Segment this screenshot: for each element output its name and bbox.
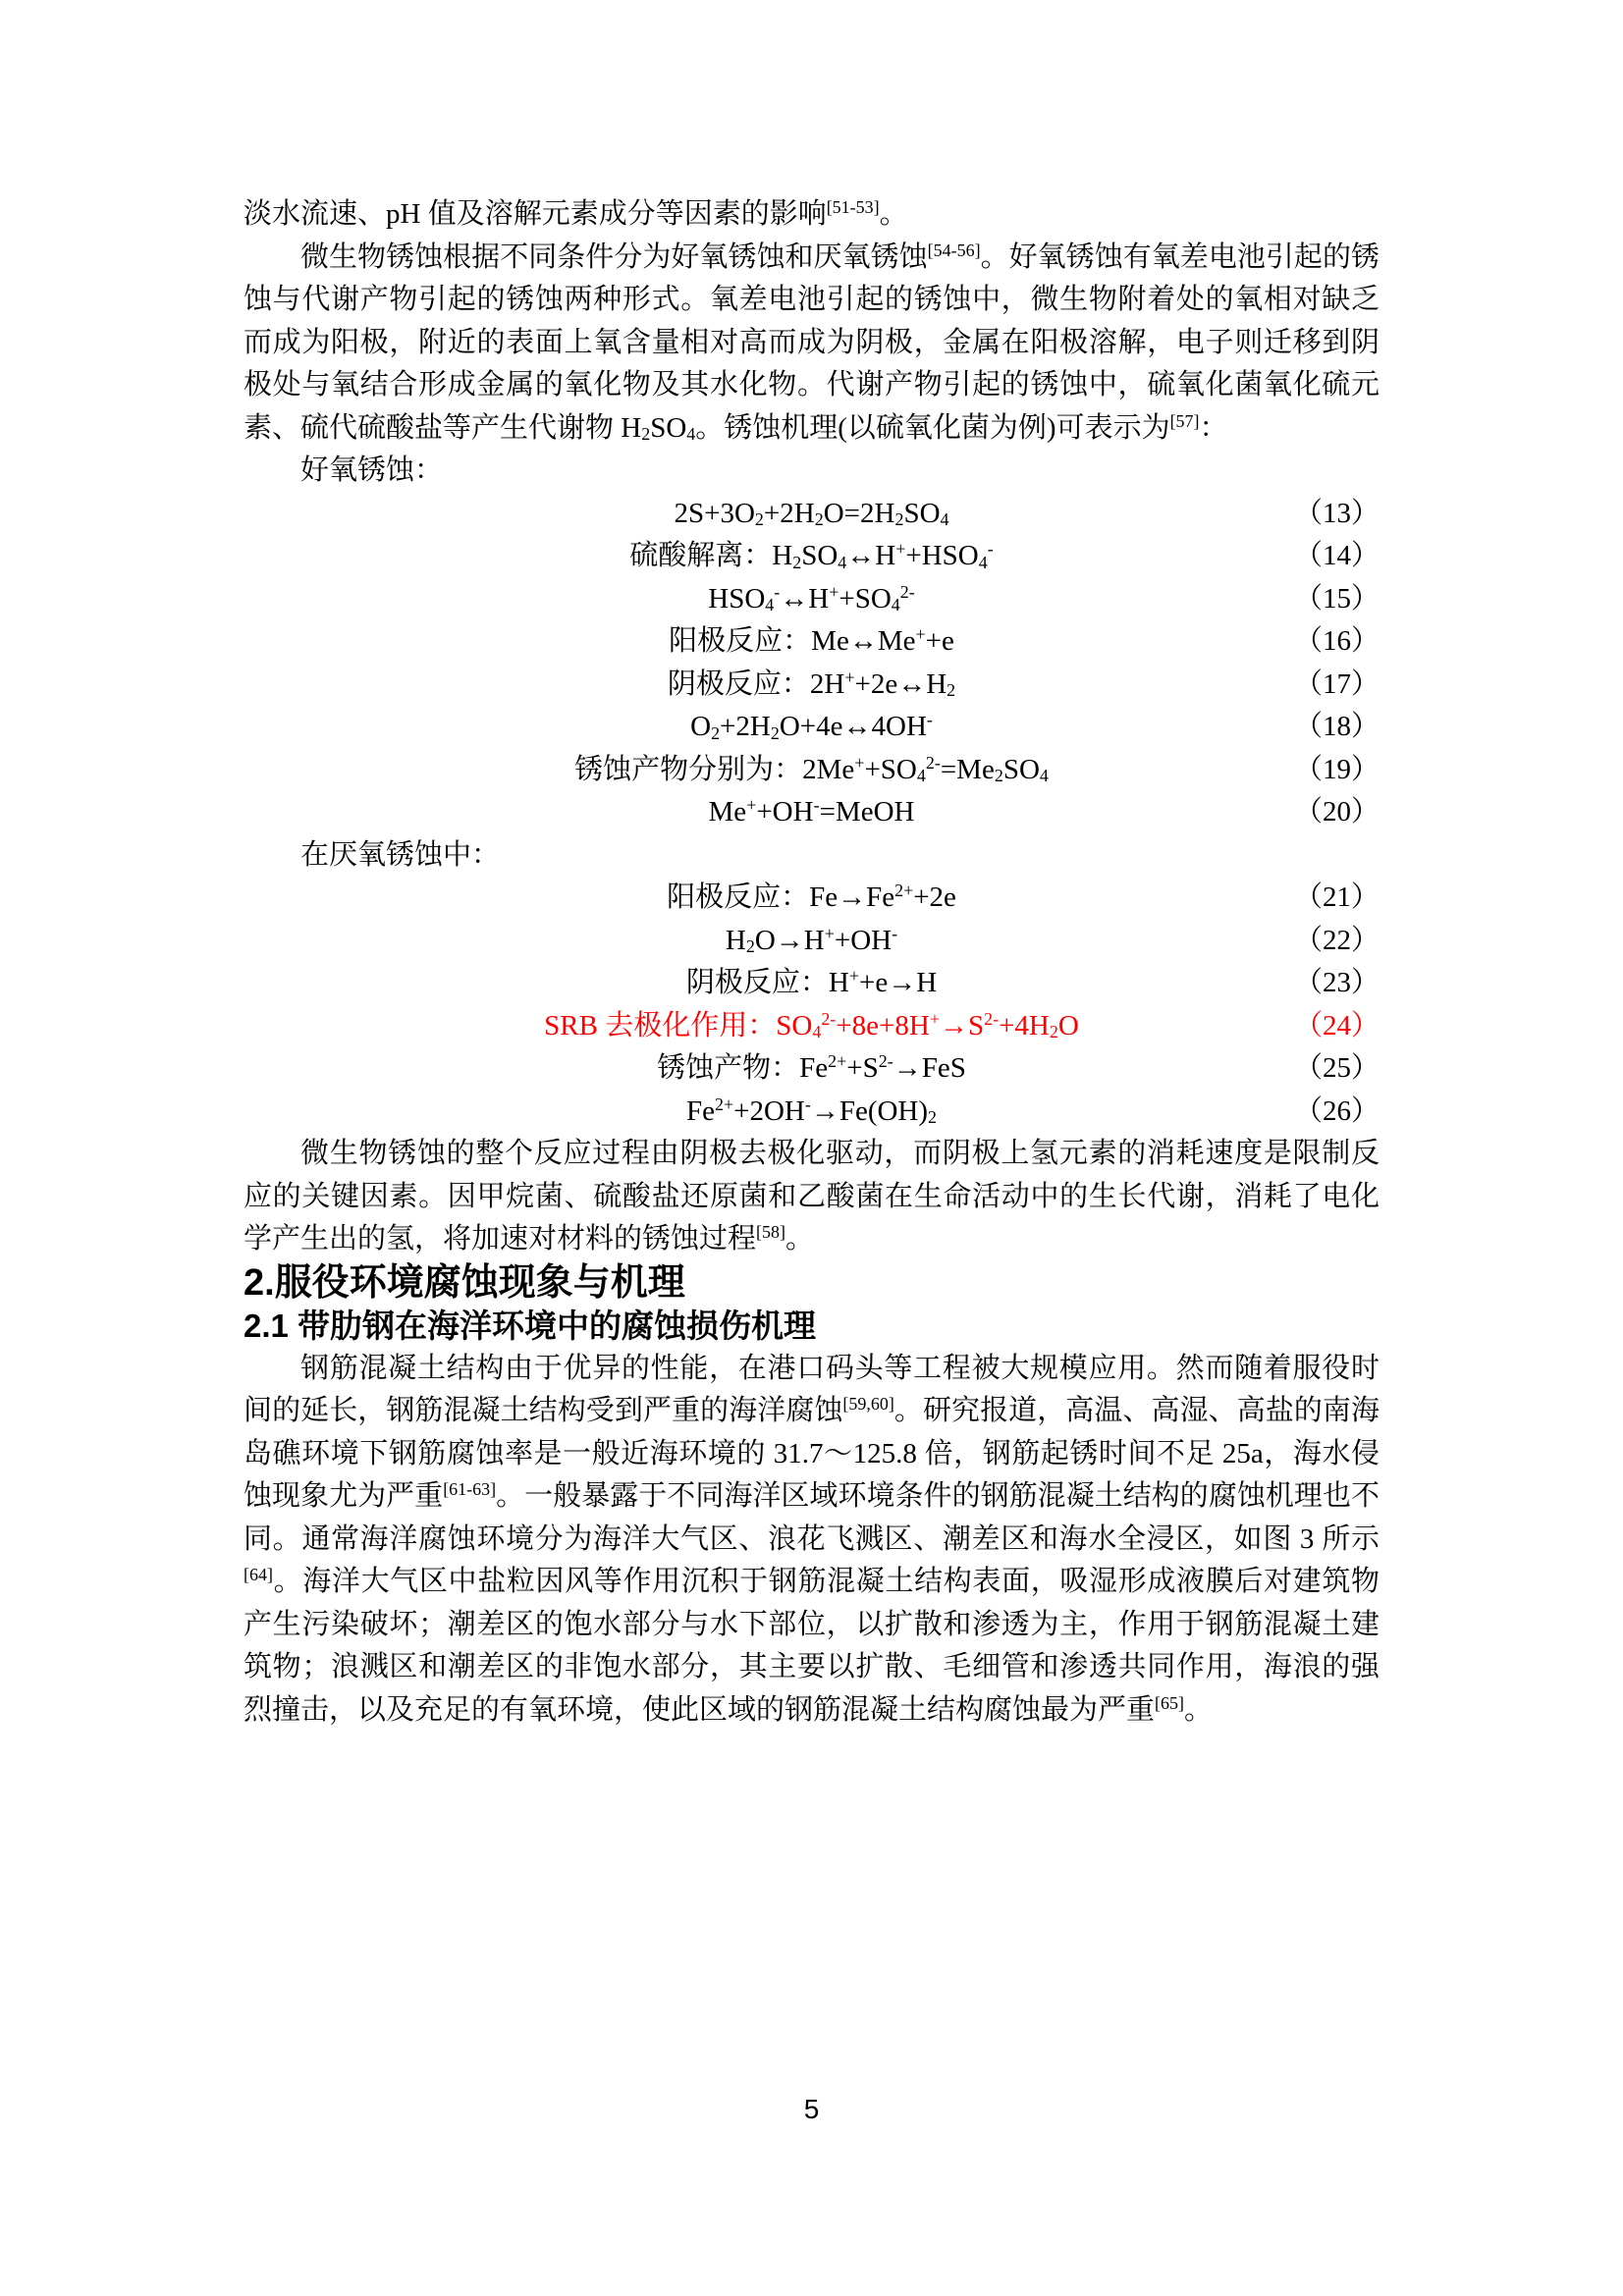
- equation-number: （24）: [1293, 1009, 1380, 1041]
- equation-number: （18）: [1293, 711, 1380, 742]
- equation-formula: $Fe^{2+}+S^{2-}\to FeS$: [799, 1051, 966, 1084]
- equation-number: （22）: [1293, 924, 1380, 956]
- equation-formula: $H_2O\to H^++OH^-$: [725, 923, 898, 957]
- equation-formula: $Fe\to Fe^{2+}+2e$: [809, 881, 956, 913]
- equation-row: [243, 578, 1380, 621]
- page-number: 5: [803, 2094, 820, 2124]
- equation-number: （13）: [1293, 497, 1380, 529]
- equation-label: SRB 去极化作用：: [544, 1009, 777, 1041]
- equation-content: [544, 1010, 1079, 1041]
- equation-formula: $Fe^{2+}+2OH^-\to Fe(OH)_2$: [685, 1094, 938, 1128]
- equation-label: 锈蚀产物：: [657, 1052, 800, 1084]
- equation-formula: $2S+3O_2+2H_2O=2H_2SO_4$: [674, 497, 949, 530]
- equation-row: [243, 535, 1380, 578]
- equation-formula: $2H^++2e\leftrightarrow H_2$: [809, 667, 956, 701]
- equation-content: [668, 668, 955, 700]
- equation-row: [243, 664, 1380, 707]
- equation-formula: Me++OH-=MeOH: [708, 795, 915, 828]
- equation-row: [243, 620, 1380, 664]
- paragraph-marine-environment: 钢筋混凝土结构由于优异的性能，在港口码头等工程被大规模应用。然而随着服役时间的延长，钢筋混凝土结构受到严重的海洋腐蚀[59,60]。研究报道，高温、高湿、高盐的南海岛礁环境下钢筋腐蚀率是一般近海环境的 31.7～125.8 倍，钢筋起锈时间不足 25a，海水侵蚀现象尤为严重[61-63]。一般暴露于不同海洋区域环境条件的钢筋混凝土结构的腐蚀机理也不同。通常海洋腐蚀环境分为海洋大气区、浪花飞溅区、潮差区和海水全浸区，如图 3 所示[64]。海洋大气区中盐粒因风等作用沉积于钢筋混凝土结构表面，吸湿形成液膜后对建筑物产生污染破坏；潮差区的饱水部分与水下部位，以扩散和渗透为主，作用于钢筋混凝土建筑物；浪溅区和潮差区的非饱水部分，其主要以扩散、毛细管和渗透共同作用，海浪的强烈撞击，以及充足的有氧环境，使此区域的钢筋混凝土结构腐蚀最为严重[65]。: [243, 1352, 1380, 1726]
- equation-content: [709, 796, 915, 828]
- equation-row: [243, 1091, 1380, 1134]
- paragraph-influence-factors: 淡水流速、pH 值及溶解元素成分等因素的影响[51-53]。: [243, 197, 908, 230]
- equation-formula: $H_2SO_4\leftrightarrow H^++HSO_4^-$: [772, 539, 994, 572]
- equation-content: [690, 711, 933, 742]
- equation-content: [674, 498, 948, 529]
- equation-content: [667, 881, 956, 913]
- equation-content: [629, 540, 993, 571]
- page-body-text: [243, 193, 1380, 1732]
- paragraph-microbial-corrosion: 微生物锈蚀根据不同条件分为好氧锈蚀和厌氧锈蚀[54-56]。好氧锈蚀有氧差电池引起的锈蚀与代谢产物引起的锈蚀两种形式。氧差电池引起的锈蚀中，微生物附着处的氧相对缺乏而成为阳极，附近的表面上氧含量相对高而成为阴极，金属在阳极溶解，电子则迁移到阴极处与氧结合形成金属的氧化物及其水化物。代谢产物引起的锈蚀中，硫氧化菌氧化硫元素、硫代硫酸盐等产生代谢物 $H_2SO_4$。锈蚀机理(以硫氧化菌为例)可表示为[57]：: [243, 240, 1380, 445]
- anaerobic-intro-line: 在厌氧锈蚀中：: [300, 838, 501, 871]
- equation-label: 阴极反应：: [685, 967, 829, 998]
- equation-label: 阳极反应：: [669, 625, 812, 657]
- equation-row: [243, 920, 1380, 963]
- equation-number: （25）: [1293, 1052, 1380, 1084]
- equation-row: [243, 749, 1380, 792]
- equation-row: [243, 791, 1380, 834]
- equation-content: [574, 754, 1049, 785]
- equation-label: 硫酸解离：: [629, 540, 773, 571]
- equation-label: 阴极反应：: [667, 667, 810, 700]
- equation-number: （17）: [1293, 667, 1380, 700]
- equation-row: [243, 962, 1380, 1005]
- equation-formula: $SO_4^{2-}+8e+8H^+\to S^{2-}+4H_2O$: [776, 1008, 1079, 1042]
- equation-block-aerobic: [243, 493, 1380, 834]
- equation-row: [243, 1005, 1380, 1048]
- equation-row: [243, 1047, 1380, 1091]
- equation-number: （19）: [1293, 753, 1380, 785]
- equation-label: 阳极反应：: [667, 881, 810, 913]
- equation-formula: $O_2+2H_2O+4e\leftrightarrow 4OH^-$: [690, 710, 933, 743]
- equation-formula: Me↔Me++e: [811, 624, 954, 657]
- equation-formula: $HSO_4^-\leftrightarrow H^++SO_4^{2-}$: [708, 581, 915, 615]
- aerobic-intro-line: 好氧锈蚀：: [300, 454, 444, 486]
- equation-number: （23）: [1293, 967, 1380, 998]
- equation-number: （21）: [1293, 881, 1380, 913]
- equation-number: （15）: [1293, 582, 1380, 614]
- equation-formula: H++e→H: [828, 966, 938, 998]
- paragraph-depolarization: 微生物锈蚀的整个反应过程由阴极去极化驱动，而阴极上氢元素的消耗速度是限制反应的关键因素。因甲烷菌、硫酸盐还原菌和乙酸菌在生命活动中的生长代谢，消耗了电化学产生出的氢，将加速对材料的锈蚀过程[58]。: [243, 1138, 1380, 1255]
- equation-number: （26）: [1293, 1095, 1380, 1127]
- equation-number: （20）: [1293, 796, 1380, 828]
- equation-row: [243, 493, 1380, 536]
- equation-content: [686, 967, 937, 998]
- equation-number: （14）: [1293, 540, 1380, 571]
- equation-number: （16）: [1293, 625, 1380, 657]
- equation-block-anaerobic: [243, 877, 1380, 1133]
- section-heading: 2.服役环境腐蚀现象与机理: [243, 1261, 685, 1304]
- equation-content: [708, 583, 914, 614]
- subsection-heading: 2.1 带肋钢在海洋环境中的腐蚀损伤机理: [243, 1307, 817, 1344]
- equation-content: [657, 1052, 966, 1084]
- equation-content: [669, 625, 954, 657]
- equation-row: [243, 877, 1380, 920]
- equation-formula: $2Me^++SO_4^{2-}=Me_2SO_4$: [802, 752, 1049, 786]
- equation-row: [243, 706, 1380, 749]
- equation-content: [726, 925, 897, 956]
- equation-label: 锈蚀产物分别为：: [574, 753, 803, 785]
- equation-content: [686, 1095, 937, 1127]
